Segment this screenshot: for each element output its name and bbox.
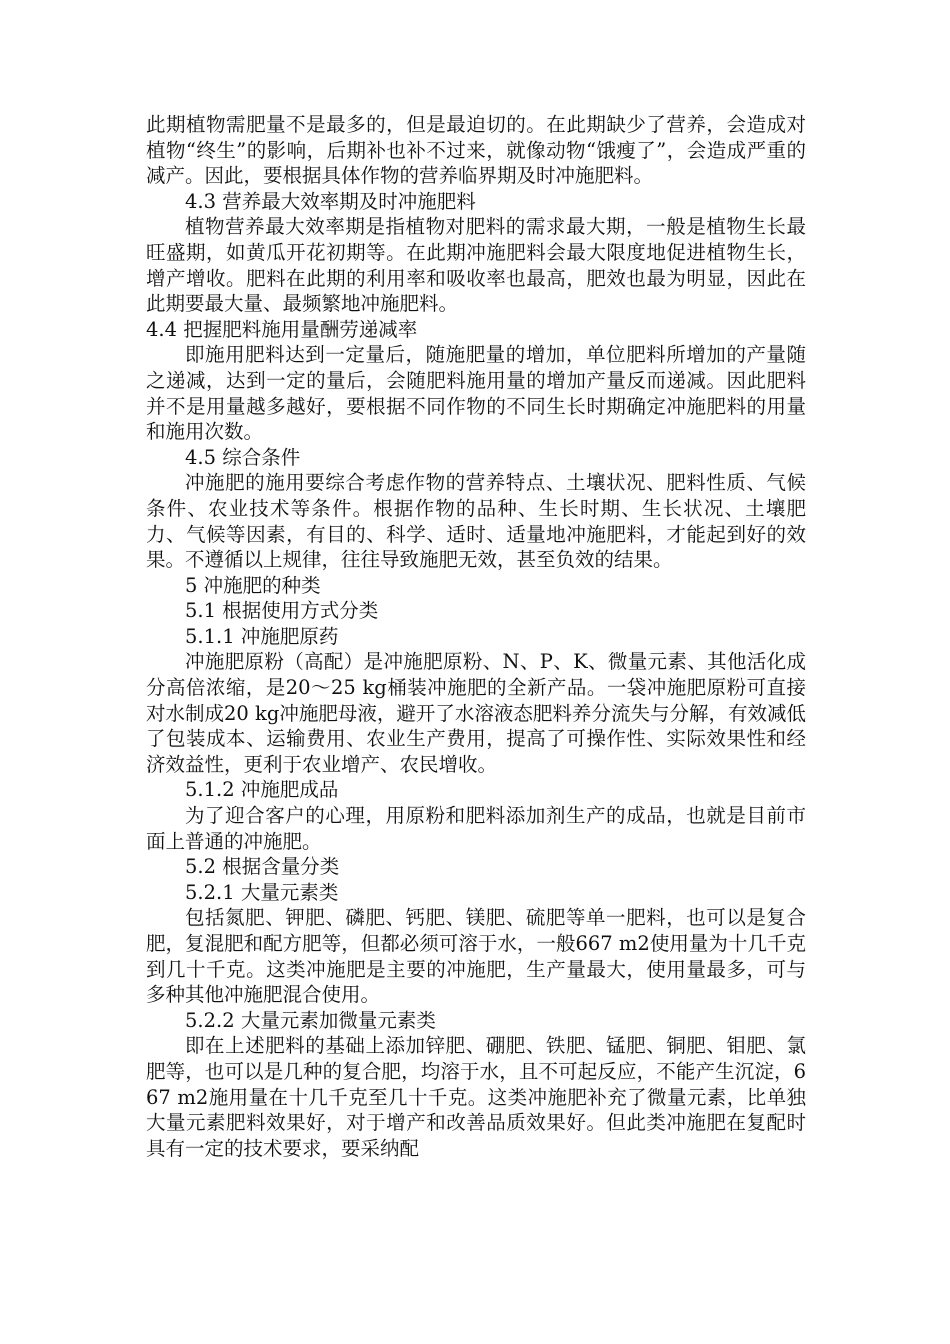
paragraph: 即在上述肥料的基础上添加锌肥、硼肥、铁肥、锰肥、铜肥、钼肥、氯肥等，也可以是几种的复合肥，均溶于水，且不可起反应，不能产生沉淀，667 m2施用量在十几千克至几十千克。这类冲施肥补充了微量元素，比单独大量元素肥料效果好，对于增产和改善品质效果好。但此类冲施肥在复配时具有一定的技术要求，要采纳配 xyxy=(146,1034,806,1160)
section-heading: 5.2.2 大量元素加微量元素类 xyxy=(185,1008,436,1032)
section-heading: 5.1.1 冲施肥原药 xyxy=(185,624,339,648)
section-heading: 4.4 把握肥料施用量酬劳递减率 xyxy=(146,317,418,341)
paragraph: 此期植物需肥量不是最多的，但是最迫切的。在此期缺少了营养，会造成对植物“终生”的影响，后期补也补不过来，就像动物“饿瘦了”，会造成严重的减产。因此，要根据具体作物的营养临界期及时冲施肥料。 xyxy=(146,113,806,188)
section-heading: 5 冲施肥的种类 xyxy=(185,573,321,597)
paragraph: 植物营养最大效率期是指植物对肥料的需求最大期，一般是植物生长最旺盛期，如黄瓜开花初期等。在此期冲施肥料会最大限度地促进植物生长，增产增收。肥料在此期的利用率和吸收率也最高，肥效也最为明显，因此在此期要最大量、最频繁地冲施肥料。 xyxy=(146,215,806,316)
document-body xyxy=(146,112,806,1161)
paragraph: 包括氮肥、钾肥、磷肥、钙肥、镁肥、硫肥等单一肥料，也可以是复合肥，复混肥和配方肥等，但都必须可溶于水，一般667 m2使用量为十几千克到几十千克。这类冲施肥是主要的冲施肥，生产量最大，使用量最多，可与多种其他冲施肥混合使用。 xyxy=(146,906,806,1007)
section-heading: 5.1.2 冲施肥成品 xyxy=(185,778,339,802)
section-heading: 5.2 根据含量分类 xyxy=(185,855,340,879)
section-heading: 4.3 营养最大效率期及时冲施肥料 xyxy=(185,189,476,213)
paragraph: 即施用肥料达到一定量后，随施肥量的增加，单位肥料所增加的产量随之递减，达到一定的量后，会随肥料施用量的增加产量反而递减。因此肥料并不是用量越多越好，要根据不同作物的不同生长时期确定冲施肥料的用量和施用次数。 xyxy=(146,343,806,444)
paragraph: 冲施肥原粉（高配）是冲施肥原粉、N、P、K、微量元素、其他活化成分高倍浓缩，是20～25 kg桶装冲施肥的全新产品。一袋冲施肥原粉可直接对水制成20 kg冲施肥母液，避开了水溶液态肥料养分流失与分解，有效减低了包装成本、运输费用、农业生产费用，提高了可操作性、实际效果性和经济效益性，更利于农业增产、农民增收。 xyxy=(146,650,806,776)
paragraph: 冲施肥的施用要综合考虑作物的营养特点、土壤状况、肥料性质、气候条件、农业技术等条件。根据作物的品种、生长时期、生长状况、土壤肥力、气候等因素，有目的、科学、适时、适量地冲施肥料，才能起到好的效果。不遵循以上规律，往往导致施肥无效，甚至负效的结果。 xyxy=(146,471,806,572)
section-heading: 5.1 根据使用方式分类 xyxy=(185,599,379,623)
paragraph: 为了迎合客户的心理，用原粉和肥料添加剂生产的成品，也就是目前市面上普通的冲施肥。 xyxy=(146,804,806,853)
section-heading: 4.5 综合条件 xyxy=(185,445,301,469)
section-heading: 5.2.1 大量元素类 xyxy=(185,880,339,904)
